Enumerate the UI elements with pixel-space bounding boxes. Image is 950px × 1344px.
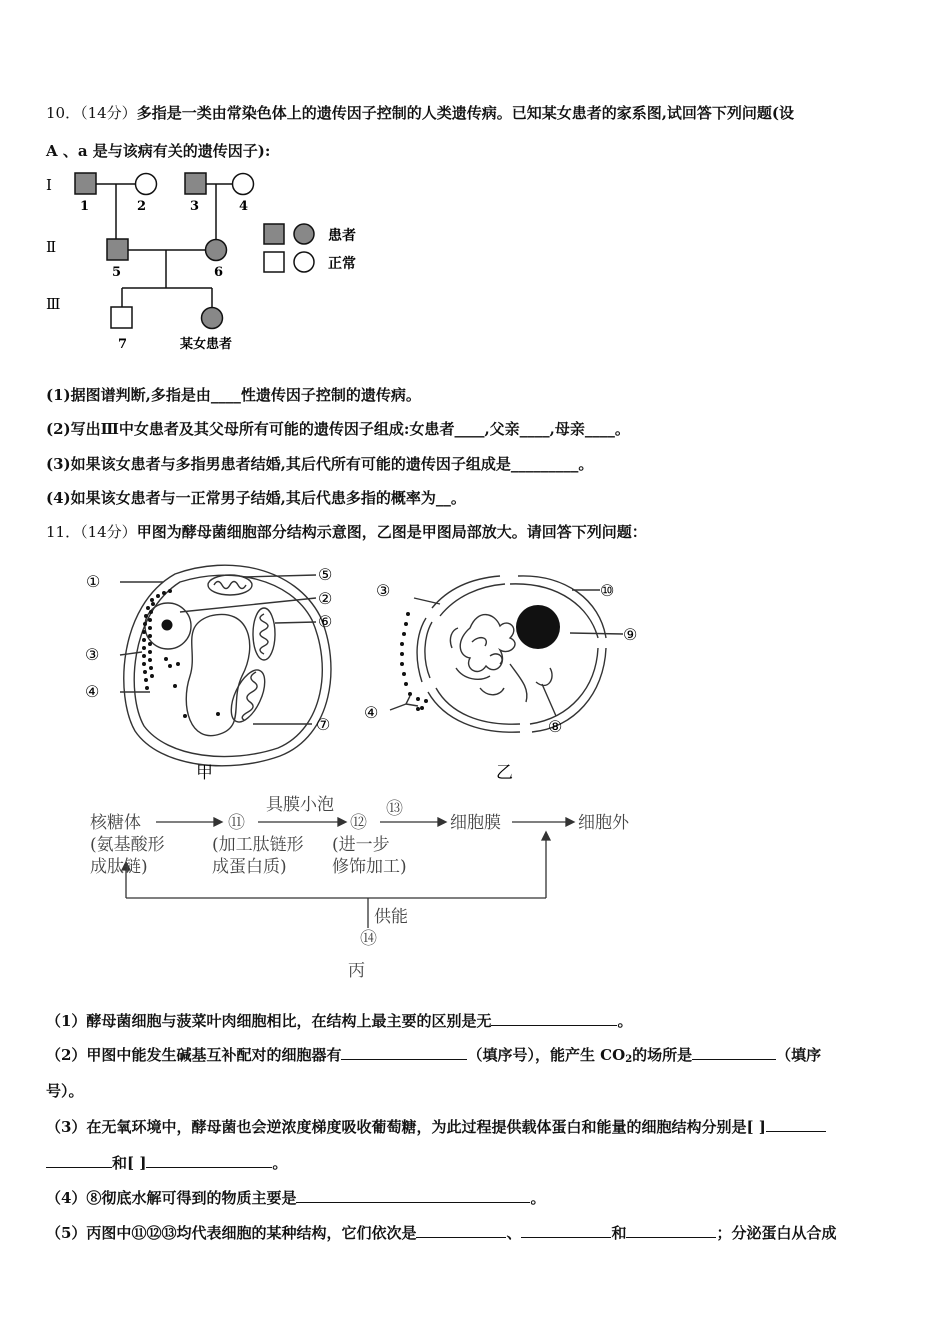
q11-p2-c: 的场所是 [632,1046,693,1064]
flow-node-14: ⑭ [360,929,377,949]
q11-part4 [46,1187,545,1208]
q11-p4-a: （4）⑧彻底水解可得到的物质主要是 [46,1189,297,1207]
flow-node-13: ⑬ [386,799,403,819]
q11-p5-sep2: 和 [611,1224,627,1242]
gen-II-label: Ⅱ [46,238,57,256]
q10-intro-1: 多指是一类由常染色体上的遗传因子控制的人类遗传病。已知某女患者的家系图,试回答下列问题(设 [136,104,795,122]
member-3-label: 3 [190,199,200,214]
q11-p5-blank-1[interactable] [416,1236,506,1238]
q11-number: 11． [46,523,81,541]
gen-III-label: Ⅲ [46,295,61,313]
figure-jia-yeast-cell [80,556,350,786]
label-c10: ⑩ [600,581,615,600]
flow-membrane: 细胞膜 [450,813,501,833]
q11-p1-blank[interactable] [491,1024,617,1026]
gen-I-label: Ⅰ [46,176,52,194]
proband-affected-female [202,308,223,329]
legend-affected-circle [294,224,314,244]
legend-affected-label: 患者 [328,228,356,244]
q11-p2-d: （填序 [776,1046,822,1064]
q11-part1 [46,1010,632,1031]
q11-p5-b: ；分泌蛋白从合成 [716,1224,837,1242]
label-c7: ⑦ [316,715,331,734]
label-c8: ⑧ [548,717,563,736]
member-7-label: 7 [118,337,128,352]
flow-vesicle: 具膜小泡 [266,795,334,815]
member-6-label: 6 [214,265,224,280]
q11-p3-b: 和[ ] [112,1154,147,1172]
q11-part5 [46,1222,837,1243]
member-6-affected-female [206,240,227,261]
q10-part2: (2)写出Ⅲ中女患者及其父母所有可能的遗传因子组成:女患者____,父亲____,母亲____。 [46,420,630,438]
q10-number: 10． [46,104,81,122]
q11-part3-cont [46,1152,287,1173]
proband-label: 某女患者 [180,337,233,352]
flow-energy: 供能 [374,907,408,927]
member-4-normal-female [233,174,254,195]
label-c1: ① [86,572,101,591]
legend-normal-square [264,252,284,272]
member-5-affected-male [107,239,128,260]
flow-n12-note-2: 修饰加工) [332,857,407,877]
q11-p2-blank-1[interactable] [341,1058,467,1060]
q11-p2-sub: 2 [625,1054,633,1065]
q11-p3-end: 。 [272,1154,288,1172]
flow-node-11: ⑪ [228,813,245,833]
member-1-affected-male [75,173,96,194]
flow-outside: 细胞外 [578,813,629,833]
q11-p3-blank-1-cont[interactable] [46,1166,112,1168]
q10-intro-line1 [46,102,794,123]
flow-ribosome-note-2: 成肽链) [90,857,148,877]
q11-p3-blank-1[interactable] [766,1130,826,1132]
member-7-normal-male [111,307,132,328]
label-jia: 甲 [196,763,213,783]
label-bing: 丙 [348,961,365,981]
q11-part2 [46,1044,821,1065]
q10-part1: (1)据图谱判断,多指是由____性遗传因子控制的遗传病。 [46,386,421,404]
q11-p5-a: （5）丙图中⑪⑫⑬均代表细胞的某种结构，它们依次是 [46,1224,417,1242]
q11-p1-text: （1）酵母菌细胞与菠菜叶肉细胞相比，在结构上最主要的区别是无 [46,1012,492,1030]
flow-n12-note-1: (进一步 [332,835,390,855]
q11-p5-sep1: 、 [506,1224,522,1242]
member-3-affected-male [185,173,206,194]
pedigree-chart [40,168,380,358]
nucleolus [516,605,560,649]
q11-p5-blank-2[interactable] [521,1236,611,1238]
label-c3: ③ [85,645,100,664]
q10-part4: (4)如果该女患者与一正常男子结婚,其后代患多指的概率为__。 [46,489,466,507]
q11-p2-b: （填序号），能产生 CO [467,1046,626,1064]
legend-normal-label: 正常 [328,256,356,272]
member-2-label: 2 [137,199,147,214]
member-2-normal-female [136,174,157,195]
label-c4: ④ [85,682,100,701]
q11-p2-a: （2）甲图中能发生碱基互补配对的细胞器有 [46,1046,342,1064]
figure-bing-flow [80,788,660,988]
q11-p3-a: （3）在无氧环境中，酵母菌也会逆浓度梯度吸收葡萄糖，为此过程提供载体蛋白和能量的细胞结构分别是[ ] [46,1118,766,1136]
flow-n11-note-1: (加工肽链形 [212,835,304,855]
label-yi: 乙 [496,763,513,783]
q11-p3-blank-2[interactable] [146,1166,272,1168]
q11-p2-blank-2[interactable] [692,1058,776,1060]
q11-intro: 甲图为酵母菌细胞部分结构示意图，乙图是甲图局部放大。请回答下列问题： [136,523,647,541]
q10-intro-line2: A 、a 是与该病有关的遗传因子): [46,142,271,160]
flow-ribosome-note-1: (氨基酸形 [90,835,165,855]
legend-normal-circle [294,252,314,272]
q11-p1-end: 。 [617,1012,633,1030]
label-c5: ⑤ [318,565,333,584]
label-c4-yi: ④ [364,703,379,722]
member-4-label: 4 [239,199,249,214]
flow-n11-note-2: 成蛋白质) [212,857,287,877]
q11-score: （14分） [80,523,137,541]
q10-score: （14分） [80,104,137,122]
q11-p5-blank-3[interactable] [626,1236,716,1238]
label-c2: ② [318,589,333,608]
q11-p4-end: 。 [530,1189,546,1207]
q11-part3 [46,1116,826,1137]
q11-intro-line [46,521,647,542]
q10-part3: (3)如果该女患者与多指男患者结婚,其后代所有可能的遗传因子组成是_________。 [46,455,594,473]
figure-yi-nucleus [360,568,660,788]
q11-p4-blank[interactable] [296,1201,530,1203]
label-c3-yi: ③ [376,581,391,600]
flow-ribosome: 核糖体 [90,813,141,833]
member-5-label: 5 [112,265,122,280]
label-c9: ⑨ [623,625,638,644]
flow-node-12: ⑫ [350,813,367,833]
legend-affected-square [264,224,284,244]
q11-part2-cont: 号）。 [46,1082,84,1100]
member-1-label: 1 [80,199,90,214]
label-c6: ⑥ [318,612,333,631]
